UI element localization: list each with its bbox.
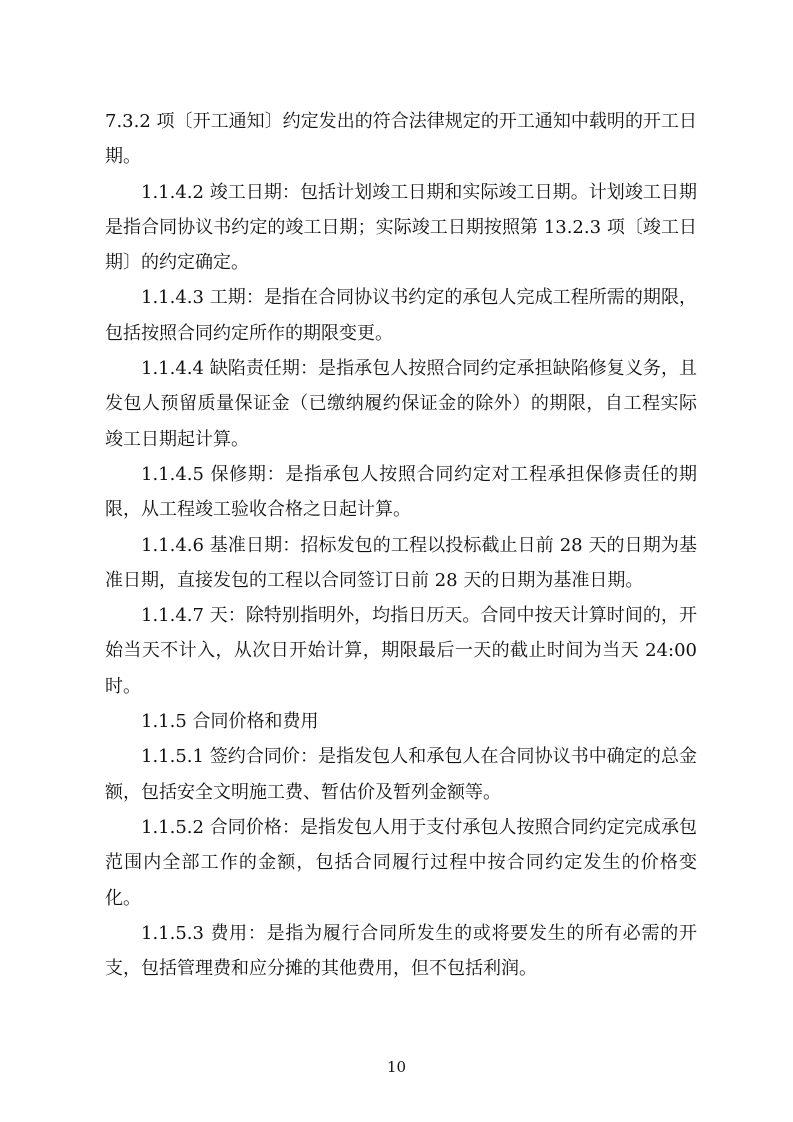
paragraph-base-date: 1.1.4.6 基准日期：招标发包的工程以投标截止日前 28 天的日期为基准日期，直接发包的工程以合同签订日前 28 天的日期为基准日期。 [105, 534, 697, 591]
paragraph-day-definition: 1.1.4.7 天：除特别指明外，均指日历天。合同中按天计算时间的，开始当天不计入，从次日开始计算，期限最后一天的截止时间为当天 24:00 时。 [105, 605, 697, 697]
paragraph-costs: 1.1.5.3 费用：是指为履行合同所发生的或将要发生的所有必需的开支，包括管理费和应分摊的其他费用，但不包括利润。 [105, 922, 697, 980]
page-number: 10 [386, 1058, 407, 1076]
document-body [105, 104, 697, 986]
paragraph-construction-period: 1.1.4.3 工期：是指在合同协议书约定的承包人完成工程所需的期限，包括按照合同约定所作的期限变更。 [105, 287, 697, 344]
section-heading-contract-price-and-costs: 1.1.5 合同价格和费用 [141, 711, 319, 733]
paragraph-warranty-period: 1.1.4.5 保修期：是指承包人按照合同约定对工程承担保修责任的期限，从工程竣工验收合格之日起计算。 [105, 463, 697, 521]
paragraph-start-date-continued: 7.3.2 项〔开工通知〕约定发出的符合法律规定的开工通知中载明的开工日期。 [105, 111, 697, 168]
paragraph-signed-contract-price: 1.1.5.1 签约合同价：是指发包人和承包人在合同协议书中确定的总金额，包括安全文明施工费、暂估价及暂列金额等。 [105, 746, 697, 803]
paragraph-defects-liability-period: 1.1.4.4 缺陷责任期：是指承包人按照合同约定承担缺陷修复义务，且发包人预留质量保证金（已缴纳履约保证金的除外）的期限，自工程实际竣工日期起计算。 [105, 358, 697, 450]
paragraph-contract-price: 1.1.5.2 合同价格：是指发包人用于支付承包人按照合同约定完成承包范围内全部工作的金额，包括合同履行过程中按合同约定发生的价格变化。 [105, 816, 697, 909]
paragraph-completion-date: 1.1.4.2 竣工日期：包括计划竣工日期和实际竣工日期。计划竣工日期是指合同协议书约定的竣工日期；实际竣工日期按照第 13.2.3 项〔竣工日期〕的约定确定。 [105, 181, 697, 274]
